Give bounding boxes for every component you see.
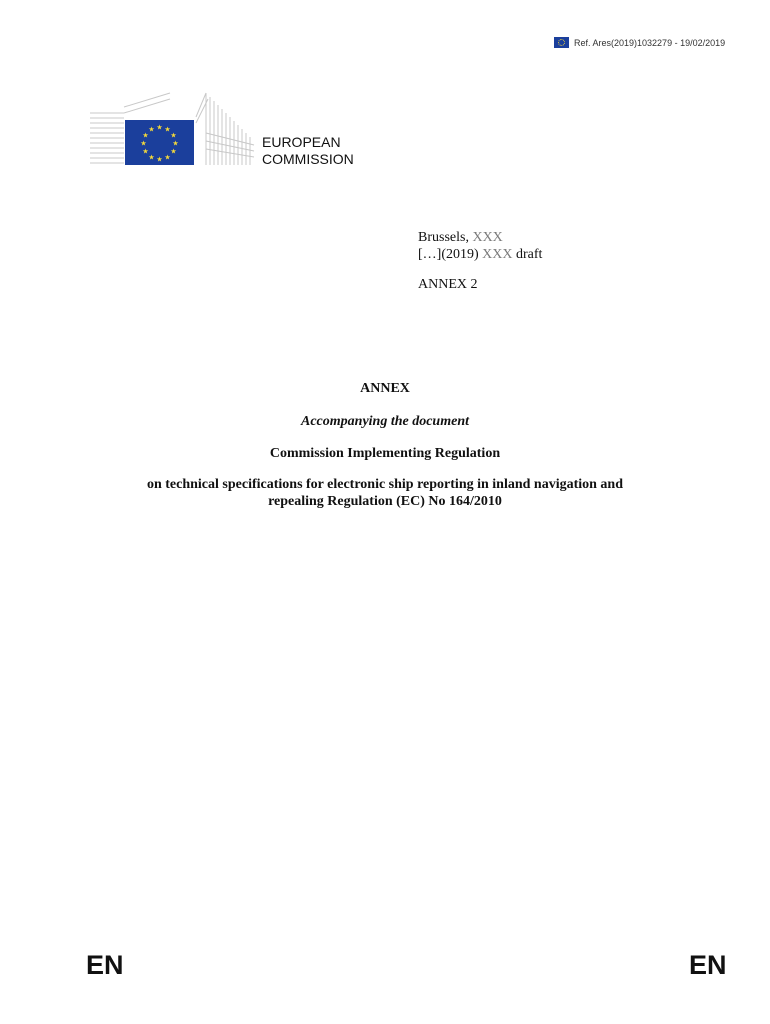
svg-text:★: ★ [164,153,171,162]
place-text: Brussels, [418,230,469,245]
svg-text:★: ★ [142,131,149,140]
svg-text:★: ★ [170,131,177,140]
place-date-line [418,229,542,246]
doc-ref-prefix: […](2019) [418,247,479,262]
annex-label: ANNEX 2 [418,277,478,292]
regulation-subject [90,476,680,510]
doc-ref-placeholder: XXX [482,247,513,262]
reference-text: Ref. Ares(2019)1032279 - 19/02/2019 [574,37,726,48]
date-placeholder: XXX [472,230,503,245]
reference-header [554,37,725,48]
commission-name [262,134,354,168]
svg-text:★: ★ [140,139,147,148]
doc-ref-suffix: draft [516,247,543,262]
svg-text:★: ★ [172,139,179,148]
european-commission-logo [88,85,258,170]
language-code-right: EN [689,950,727,980]
svg-text:★: ★ [156,123,163,132]
language-code-left: EN [86,950,124,980]
document-meta [418,229,542,263]
accompanying-text: Accompanying the document [301,414,469,429]
subject-line-2: repealing Regulation (EC) No 164/2010 [268,494,502,509]
svg-text:★: ★ [164,125,171,134]
svg-text:★: ★ [156,155,163,164]
svg-text:★: ★ [148,125,155,134]
document-reference-line [418,246,542,263]
svg-text:★: ★ [148,153,155,162]
commission-name-line1: EUROPEAN [262,134,341,150]
commission-name-line2: COMMISSION [262,151,354,167]
annex-title: ANNEX [360,381,410,396]
subject-line-1: on technical specifications for electronic ship reporting in inland navigation and [146,477,624,492]
regulation-title: Commission Implementing Regulation [269,446,501,461]
svg-text:★: ★ [170,147,177,156]
eu-flag-icon [554,37,569,48]
svg-text:★: ★ [142,147,149,156]
